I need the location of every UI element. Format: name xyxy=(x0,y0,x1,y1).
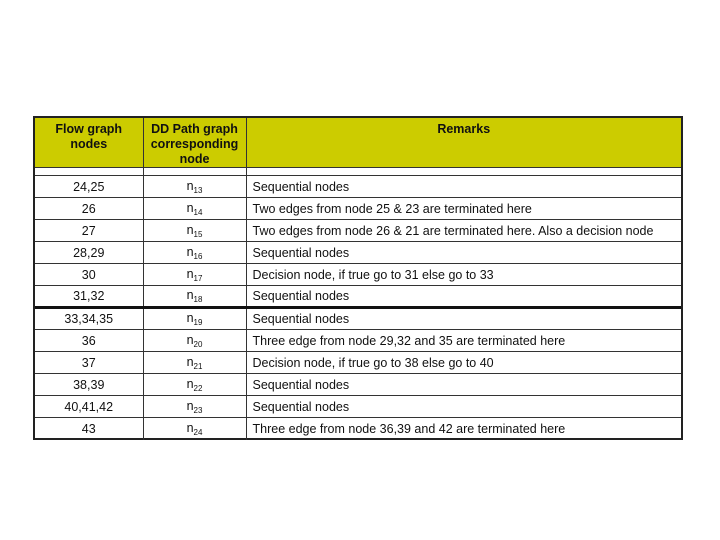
table-row xyxy=(35,176,681,198)
dd-node-cell xyxy=(143,352,246,374)
table-row xyxy=(35,396,681,418)
remark-cell: Decision node, if true go to 31 else go to 33 xyxy=(246,264,681,286)
dd-node-cell xyxy=(143,198,246,220)
remark-cell: Two edges from node 25 & 23 are terminated here xyxy=(246,198,681,220)
table-row xyxy=(35,198,681,220)
flow-nodes-cell: 40,41,42 xyxy=(35,396,143,418)
flow-nodes-cell: 31,32 xyxy=(35,286,143,308)
dd-node-index: 16 xyxy=(193,251,203,261)
dd-node-letter: n xyxy=(186,288,194,302)
dd-node-letter: n xyxy=(186,376,194,391)
dd-node-cell xyxy=(143,396,246,418)
table-row xyxy=(35,286,681,308)
flow-nodes-cell: 33,34,35 xyxy=(35,308,143,330)
remark-cell: Sequential nodes xyxy=(246,286,681,308)
flow-nodes-cell: 37 xyxy=(35,352,143,374)
table-row xyxy=(35,352,681,374)
dd-node-letter: n xyxy=(186,332,194,347)
remark-cell: Sequential nodes xyxy=(246,396,681,418)
header-dd-path-node: DD Path graph corresponding node xyxy=(143,118,246,168)
flow-nodes-cell: 28,29 xyxy=(35,242,143,264)
remark-cell: Three edge from node 36,39 and 42 are terminated here xyxy=(252,421,566,436)
table-header-row xyxy=(35,118,681,168)
flow-nodes-cell: 27 xyxy=(35,220,143,242)
flow-nodes-cell: 30 xyxy=(35,264,143,286)
dd-node-cell xyxy=(143,176,246,198)
dd-node-cell xyxy=(143,308,246,330)
dd-node-index: 17 xyxy=(193,273,203,283)
dd-node-index: 20 xyxy=(193,339,203,349)
dd-node-cell xyxy=(143,374,246,396)
dd-node-index: 21 xyxy=(193,361,203,371)
table-row xyxy=(35,220,681,242)
remark-cell: Three edge from node 29,32 and 35 are terminated here xyxy=(246,330,681,352)
dd-node-letter: n xyxy=(186,244,194,259)
remark-cell: Sequential nodes xyxy=(246,374,681,396)
remark-cell: Decision node, if true go to 38 else go to 40 xyxy=(246,352,681,374)
remark-cell: Sequential nodes xyxy=(246,242,681,264)
remark-cell: Sequential nodes xyxy=(246,308,681,330)
dd-node-letter: n xyxy=(186,420,194,435)
table-row xyxy=(35,308,681,330)
table-row xyxy=(35,242,681,264)
dd-node-letter: n xyxy=(186,398,194,413)
header-spacer-row xyxy=(35,168,681,176)
flow-nodes-cell: 38,39 xyxy=(35,374,143,396)
header-remarks: Remarks xyxy=(246,118,681,168)
dd-node-cell xyxy=(143,418,246,440)
dd-node-letter: n xyxy=(186,222,194,237)
remark-cell: Two edges from node 26 & 21 are terminated here. Also a decision node xyxy=(246,220,681,242)
dd-path-table xyxy=(35,118,681,440)
dd-node-index: 18 xyxy=(193,295,203,304)
dd-node-index: 24 xyxy=(193,427,203,437)
table-row xyxy=(35,418,681,440)
dd-node-letter: n xyxy=(186,178,194,193)
dd-path-table-frame xyxy=(33,116,683,440)
dd-node-cell xyxy=(143,220,246,242)
table-row xyxy=(35,374,681,396)
remark-cell: Sequential nodes xyxy=(246,176,681,198)
table-row xyxy=(35,264,681,286)
dd-node-index: 14 xyxy=(193,207,203,217)
dd-node-cell xyxy=(143,286,246,308)
dd-node-cell xyxy=(143,242,246,264)
dd-node-cell xyxy=(143,264,246,286)
flow-nodes-cell: 26 xyxy=(35,198,143,220)
dd-node-letter: n xyxy=(186,266,194,281)
dd-node-letter: n xyxy=(186,311,194,325)
flow-nodes-cell: 24,25 xyxy=(35,176,143,198)
table-row xyxy=(35,330,681,352)
dd-node-index: 22 xyxy=(193,383,203,393)
header-flow-graph-nodes: Flow graph nodes xyxy=(35,118,143,168)
flow-nodes-cell: 43 xyxy=(35,418,143,440)
dd-node-index: 15 xyxy=(193,229,203,239)
dd-node-letter: n xyxy=(186,200,194,215)
dd-node-index: 19 xyxy=(193,318,203,327)
flow-nodes-cell: 36 xyxy=(35,330,143,352)
dd-node-letter: n xyxy=(186,354,194,369)
dd-node-index: 13 xyxy=(193,185,203,195)
dd-node-cell xyxy=(143,330,246,352)
dd-node-index: 23 xyxy=(193,405,203,415)
